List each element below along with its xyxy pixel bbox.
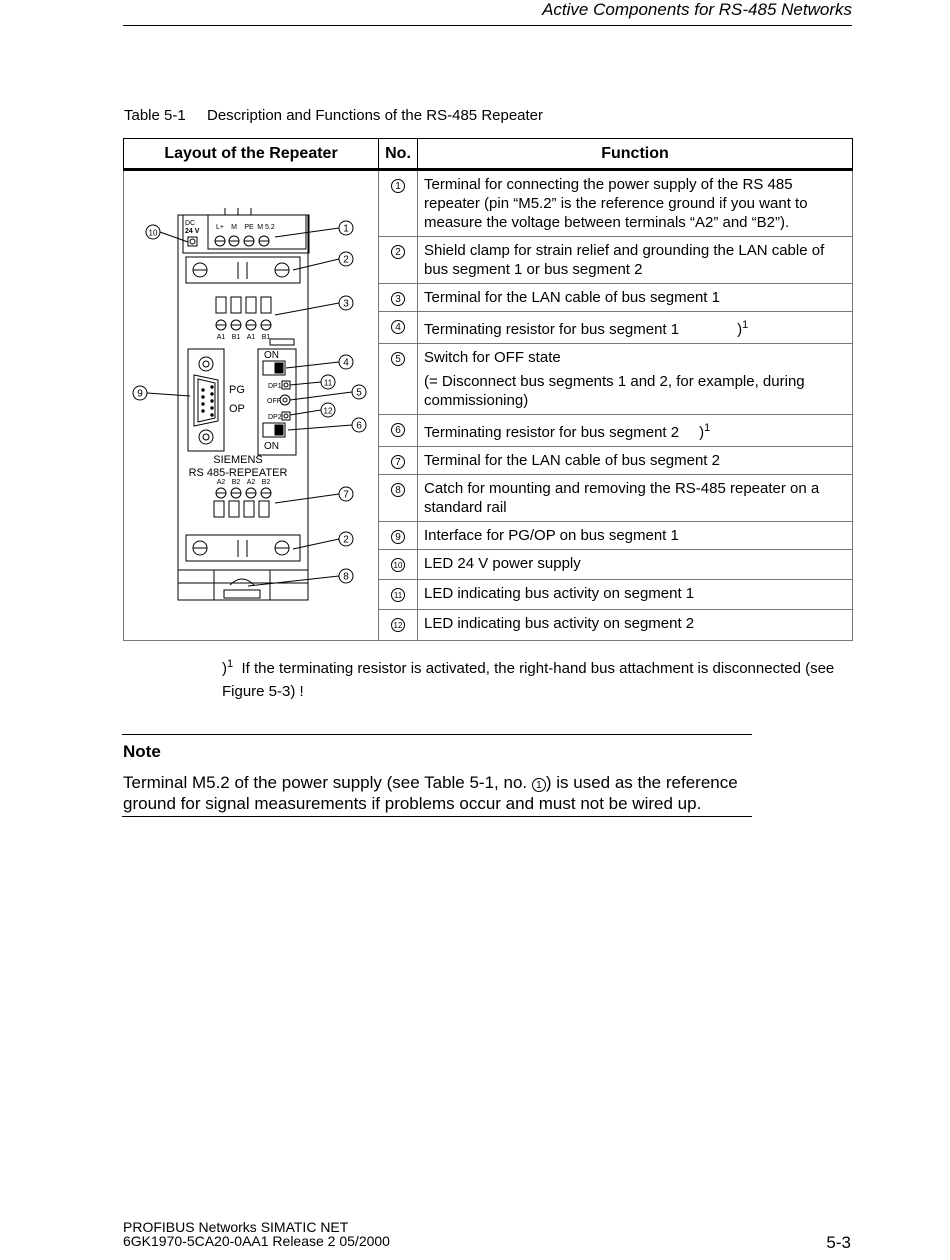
row-number-cell bbox=[379, 522, 418, 550]
callout-2 bbox=[293, 532, 353, 549]
running-header: Active Components for RS-485 Networks bbox=[542, 0, 852, 19]
table-caption bbox=[124, 107, 543, 124]
row-number: 10 bbox=[391, 558, 405, 572]
callout-11 bbox=[290, 375, 335, 389]
footnote-marker: ) bbox=[222, 660, 227, 677]
callout-10 bbox=[146, 225, 188, 242]
repeater-diagram bbox=[130, 175, 372, 631]
footer-left bbox=[123, 1220, 390, 1248]
power-pin-label: PE bbox=[244, 224, 254, 231]
row-number-cell bbox=[379, 237, 418, 284]
function-text: Terminating resistor for bus segment 1 bbox=[424, 321, 680, 338]
footnote-sup: 1 bbox=[227, 658, 234, 670]
row-number: 6 bbox=[391, 423, 405, 437]
row-number: 2 bbox=[391, 245, 405, 259]
function-text: Terminal for the LAN cable of bus segment 2 bbox=[424, 452, 720, 469]
row-number-cell bbox=[379, 610, 418, 641]
row-number-cell bbox=[379, 580, 418, 610]
footer-line1: PROFIBUS Networks SIMATIC NET bbox=[123, 1219, 349, 1235]
note-rule-bottom bbox=[122, 816, 752, 817]
function-cell bbox=[418, 475, 853, 522]
function-text: Terminal for the LAN cable of bus segment 1 bbox=[424, 289, 720, 306]
callout-2 bbox=[293, 252, 353, 270]
bus1-pin-label: A1 bbox=[216, 334, 226, 341]
function-cell bbox=[418, 312, 853, 344]
function-text: Terminating resistor for bus segment 2 bbox=[424, 424, 680, 441]
table-caption-number: Table 5-1 bbox=[124, 107, 186, 124]
function-cell bbox=[418, 284, 853, 312]
bus1-pin-label: B1 bbox=[231, 334, 241, 341]
repeater-svg bbox=[130, 175, 372, 631]
function-cell bbox=[418, 610, 853, 641]
row-number: 3 bbox=[391, 292, 405, 306]
bus2-pin-label: A2 bbox=[216, 479, 226, 486]
callout-9 bbox=[133, 386, 190, 400]
svg-text:9: 9 bbox=[137, 388, 143, 400]
footnote-ref: )$^1$ bbox=[737, 319, 749, 338]
footnote-ref: )$^1$ bbox=[699, 422, 711, 441]
op-label: OP bbox=[229, 403, 245, 415]
repeater-table bbox=[123, 138, 853, 641]
svg-text:11: 11 bbox=[323, 378, 333, 388]
brand-label: SIEMENS bbox=[213, 454, 263, 466]
bus2-pin-label: B2 bbox=[231, 479, 241, 486]
note-text bbox=[123, 772, 753, 814]
svg-text:8: 8 bbox=[343, 571, 349, 583]
svg-text:6: 6 bbox=[356, 420, 362, 432]
callout-1 bbox=[275, 221, 353, 237]
row-number-cell bbox=[379, 170, 418, 237]
note-rule-top bbox=[122, 734, 752, 735]
table-caption-text: Description and Functions of the RS-485 Repeater bbox=[207, 107, 544, 124]
function-cell bbox=[418, 580, 853, 610]
repeater-layout-figure-cell bbox=[124, 170, 379, 641]
function-cell bbox=[418, 170, 853, 237]
row-number-cell bbox=[379, 550, 418, 580]
function-cell bbox=[418, 237, 853, 284]
function-text: Shield clamp for strain relief and grounding the LAN cable of bus segment 1 or bus segment 2 bbox=[424, 242, 825, 278]
callout-12 bbox=[290, 403, 335, 417]
row-number-cell bbox=[379, 475, 418, 522]
callout-7 bbox=[275, 487, 353, 503]
row-number: 12 bbox=[391, 618, 405, 632]
function-text: Terminal for connecting the power supply of the RS 485 repeater (pin “M5.2” is the reference ground if you want to measure the voltage between terminals “A2” and “B2”). bbox=[424, 176, 808, 231]
function-text: LED 24 V power supply bbox=[424, 555, 581, 572]
svg-text:10: 10 bbox=[148, 228, 158, 238]
power-pin-label: M bbox=[231, 224, 237, 231]
bus1-pin-label: A1 bbox=[246, 334, 256, 341]
svg-text:1: 1 bbox=[343, 223, 349, 235]
column-header-layout: Layout of the Repeater bbox=[124, 139, 379, 170]
model-label: RS 485-REPEATER bbox=[188, 467, 288, 479]
function-text: Switch for OFF state bbox=[424, 349, 561, 366]
svg-text:5: 5 bbox=[356, 387, 362, 399]
function-cell bbox=[418, 522, 853, 550]
off-label: OFF bbox=[267, 398, 281, 405]
note-text-before: Terminal M5.2 of the power supply (see Table 5-1, no. bbox=[123, 773, 532, 792]
header-rule bbox=[123, 25, 852, 26]
callout-3 bbox=[275, 296, 353, 315]
dp1-label: DP1 bbox=[268, 383, 282, 390]
function-cell bbox=[418, 550, 853, 580]
bus2-pin-label: A2 bbox=[246, 479, 256, 486]
row-number: 7 bbox=[391, 455, 405, 469]
bus1-pin-label: B1 bbox=[261, 334, 271, 341]
bus2-pin-label: B2 bbox=[261, 479, 271, 486]
function-text: Catch for mounting and removing the RS-485 repeater on a standard rail bbox=[424, 480, 820, 516]
footnote-text: If the terminating resistor is activated, the right-hand bus attachment is disconnected (see Figure 5-3) ! bbox=[222, 660, 835, 700]
function-cell bbox=[418, 344, 853, 415]
row-number-cell bbox=[379, 415, 418, 447]
function-cell bbox=[418, 415, 853, 447]
row-number-cell bbox=[379, 447, 418, 475]
row-number-cell bbox=[379, 344, 418, 415]
row-number-cell bbox=[379, 284, 418, 312]
switch-on-bottom-label: ON bbox=[264, 441, 279, 452]
callout-6 bbox=[288, 418, 366, 432]
svg-text:4: 4 bbox=[343, 357, 349, 369]
function-text: Interface for PG/OP on bus segment 1 bbox=[424, 527, 679, 544]
switch-on-top-label: ON bbox=[264, 350, 279, 361]
row-number: 4 bbox=[391, 320, 405, 334]
note-circled-number: 1 bbox=[532, 778, 546, 792]
row-number: 5 bbox=[391, 352, 405, 366]
power-pin-label: M 5.2 bbox=[257, 224, 275, 231]
table-header-row bbox=[124, 139, 853, 170]
table-row bbox=[124, 170, 853, 237]
pg-label: PG bbox=[229, 384, 245, 396]
svg-text:2: 2 bbox=[343, 534, 349, 546]
function-text: LED indicating bus activity on segment 1 bbox=[424, 585, 695, 602]
column-header-function: Function bbox=[418, 139, 853, 170]
svg-text:12: 12 bbox=[323, 406, 333, 416]
row-number: 11 bbox=[391, 588, 405, 602]
dc-label: DC bbox=[185, 220, 196, 227]
power-pin-label: L+ bbox=[216, 224, 224, 231]
function-extra: (= Disconnect bus segments 1 and 2, for example, during commissioning) bbox=[424, 373, 805, 409]
row-number-cell bbox=[379, 312, 418, 344]
row-number: 8 bbox=[391, 483, 405, 497]
page-number: 5-3 bbox=[826, 1233, 851, 1252]
function-cell bbox=[418, 447, 853, 475]
dp2-label: DP2 bbox=[268, 414, 282, 421]
note-title: Note bbox=[123, 742, 161, 761]
svg-text:3: 3 bbox=[343, 298, 349, 310]
footnote bbox=[222, 653, 862, 703]
function-text: LED indicating bus activity on segment 2 bbox=[424, 615, 695, 632]
footer-line2: 6GK1970-5CA20-0AA1 Release 2 05/2000 bbox=[123, 1233, 390, 1249]
svg-text:7: 7 bbox=[343, 489, 349, 501]
row-number: 9 bbox=[391, 530, 405, 544]
note-text-after: ) is used as the reference ground for signal measurements if problems occur and must not be wired up. bbox=[123, 773, 738, 813]
svg-text:2: 2 bbox=[343, 254, 349, 266]
row-number: 1 bbox=[391, 179, 405, 193]
column-header-no: No. bbox=[379, 139, 418, 170]
voltage-label: 24 V bbox=[185, 228, 200, 235]
